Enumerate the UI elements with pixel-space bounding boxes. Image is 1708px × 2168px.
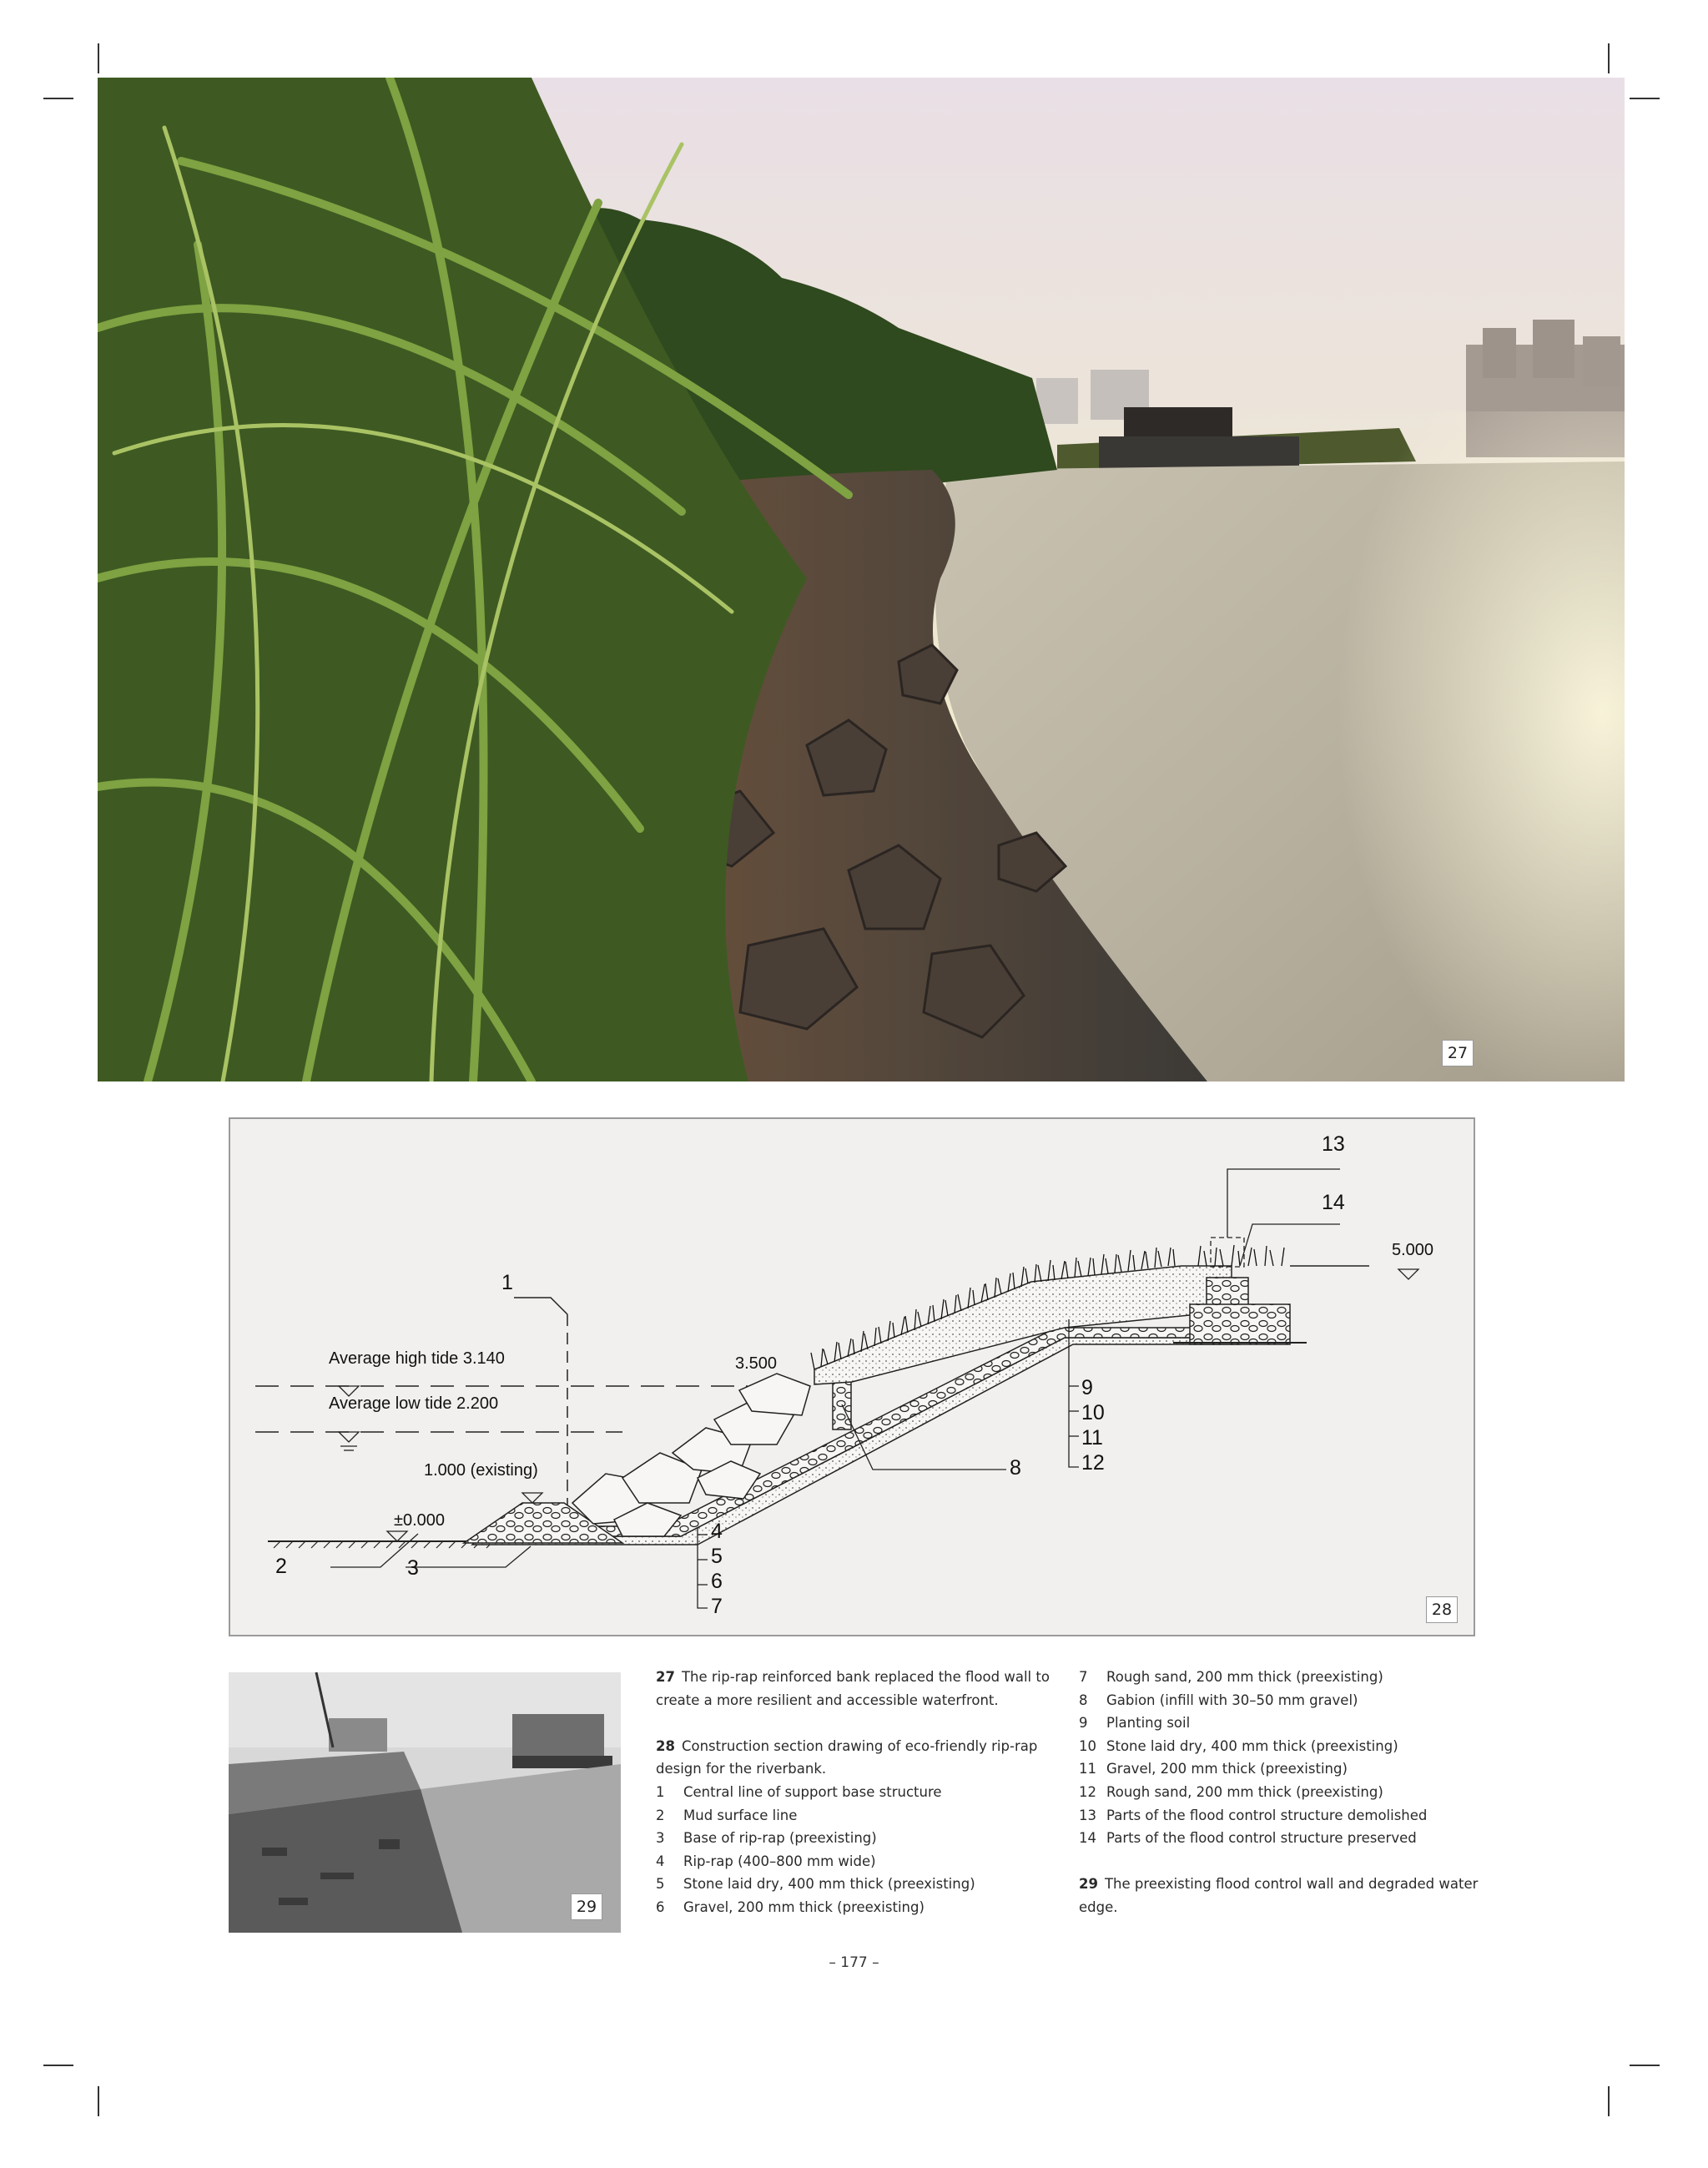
riverbank-photo	[98, 78, 1625, 1081]
crop-mark	[1608, 43, 1610, 73]
crop-mark	[98, 2086, 99, 2116]
label-6: 6	[711, 1570, 723, 1593]
legend-item: 10 Stone laid dry, 400 mm thick (preexisting)	[1079, 1737, 1398, 1754]
level-low-tide: Average low tide 2.200	[329, 1394, 499, 1413]
label-8: 8	[1010, 1456, 1021, 1480]
label-14: 14	[1322, 1191, 1345, 1214]
label-5: 5	[711, 1545, 723, 1568]
legend-item: 2 Mud surface line	[656, 1807, 798, 1823]
level-high-tide: Average high tide 3.140	[329, 1349, 505, 1368]
figure-tag-27: 27	[1442, 1040, 1474, 1066]
label-10: 10	[1081, 1401, 1105, 1424]
crop-mark	[1608, 2086, 1610, 2116]
caption-27: 27 The rip-rap reinforced bank replaced the flood wall to create a more resilient and accessible waterfront.	[656, 1669, 1050, 1708]
legend-item: 5 Stone laid dry, 400 mm thick (preexisting)	[656, 1876, 975, 1893]
caption-28: 28 Construction section drawing of eco-friendly rip-rap design for the riverbank.	[656, 1737, 1038, 1777]
figure-tag-28: 28	[1426, 1596, 1458, 1623]
label-2: 2	[275, 1555, 287, 1578]
label-12: 12	[1081, 1451, 1105, 1475]
crop-mark	[43, 98, 73, 99]
legend-item: 8 Gabion (infill with 30–50 mm gravel)	[1079, 1692, 1358, 1708]
legend-item: 6 Gravel, 200 mm thick (preexisting)	[656, 1898, 925, 1915]
label-4: 4	[711, 1520, 723, 1543]
legend-item: 9 Planting soil	[1079, 1715, 1191, 1732]
crop-mark	[43, 2065, 73, 2066]
label-9: 9	[1081, 1376, 1093, 1399]
legend-item: 11 Gravel, 200 mm thick (preexisting)	[1079, 1761, 1348, 1777]
captions-right	[1079, 1666, 1479, 1919]
legend-item: 13 Parts of the flood control structure demolished	[1079, 1807, 1428, 1823]
legend-item: 3 Base of rip-rap (preexisting)	[656, 1830, 877, 1847]
section-drawing	[229, 1117, 1475, 1636]
riverbank-photo-icon	[98, 78, 1625, 1081]
label-7: 7	[711, 1595, 723, 1618]
legend-item: 4 Rip-rap (400–800 mm wide)	[656, 1853, 876, 1869]
level-existing: 1.000 (existing)	[424, 1461, 538, 1480]
level-3500: 3.500	[735, 1354, 778, 1373]
label-13: 13	[1322, 1132, 1345, 1156]
flood-wall-photo-icon	[229, 1672, 621, 1933]
figure-tag-29: 29	[571, 1893, 602, 1920]
level-5000: 5.000	[1392, 1241, 1434, 1259]
crop-mark	[98, 43, 99, 73]
crop-mark	[1630, 98, 1660, 99]
label-1: 1	[501, 1271, 513, 1294]
legend-item: 14 Parts of the flood control structure preserved	[1079, 1830, 1417, 1847]
legend-item: 7 Rough sand, 200 mm thick (preexisting)	[1079, 1669, 1383, 1685]
level-zero: ±0.000	[394, 1511, 446, 1530]
page-number: – 177 –	[829, 1954, 879, 1971]
caption-29: 29 The preexisting flood control wall and degraded water edge.	[1079, 1876, 1479, 1915]
legend-item: 12 Rough sand, 200 mm thick (preexisting)	[1079, 1783, 1383, 1800]
label-11: 11	[1081, 1426, 1103, 1450]
flood-wall-photo	[229, 1672, 621, 1933]
crop-mark	[1630, 2065, 1660, 2066]
label-3: 3	[407, 1556, 419, 1580]
captions-left	[656, 1666, 1056, 1919]
legend-item: 1 Central line of support base structure	[656, 1783, 942, 1800]
